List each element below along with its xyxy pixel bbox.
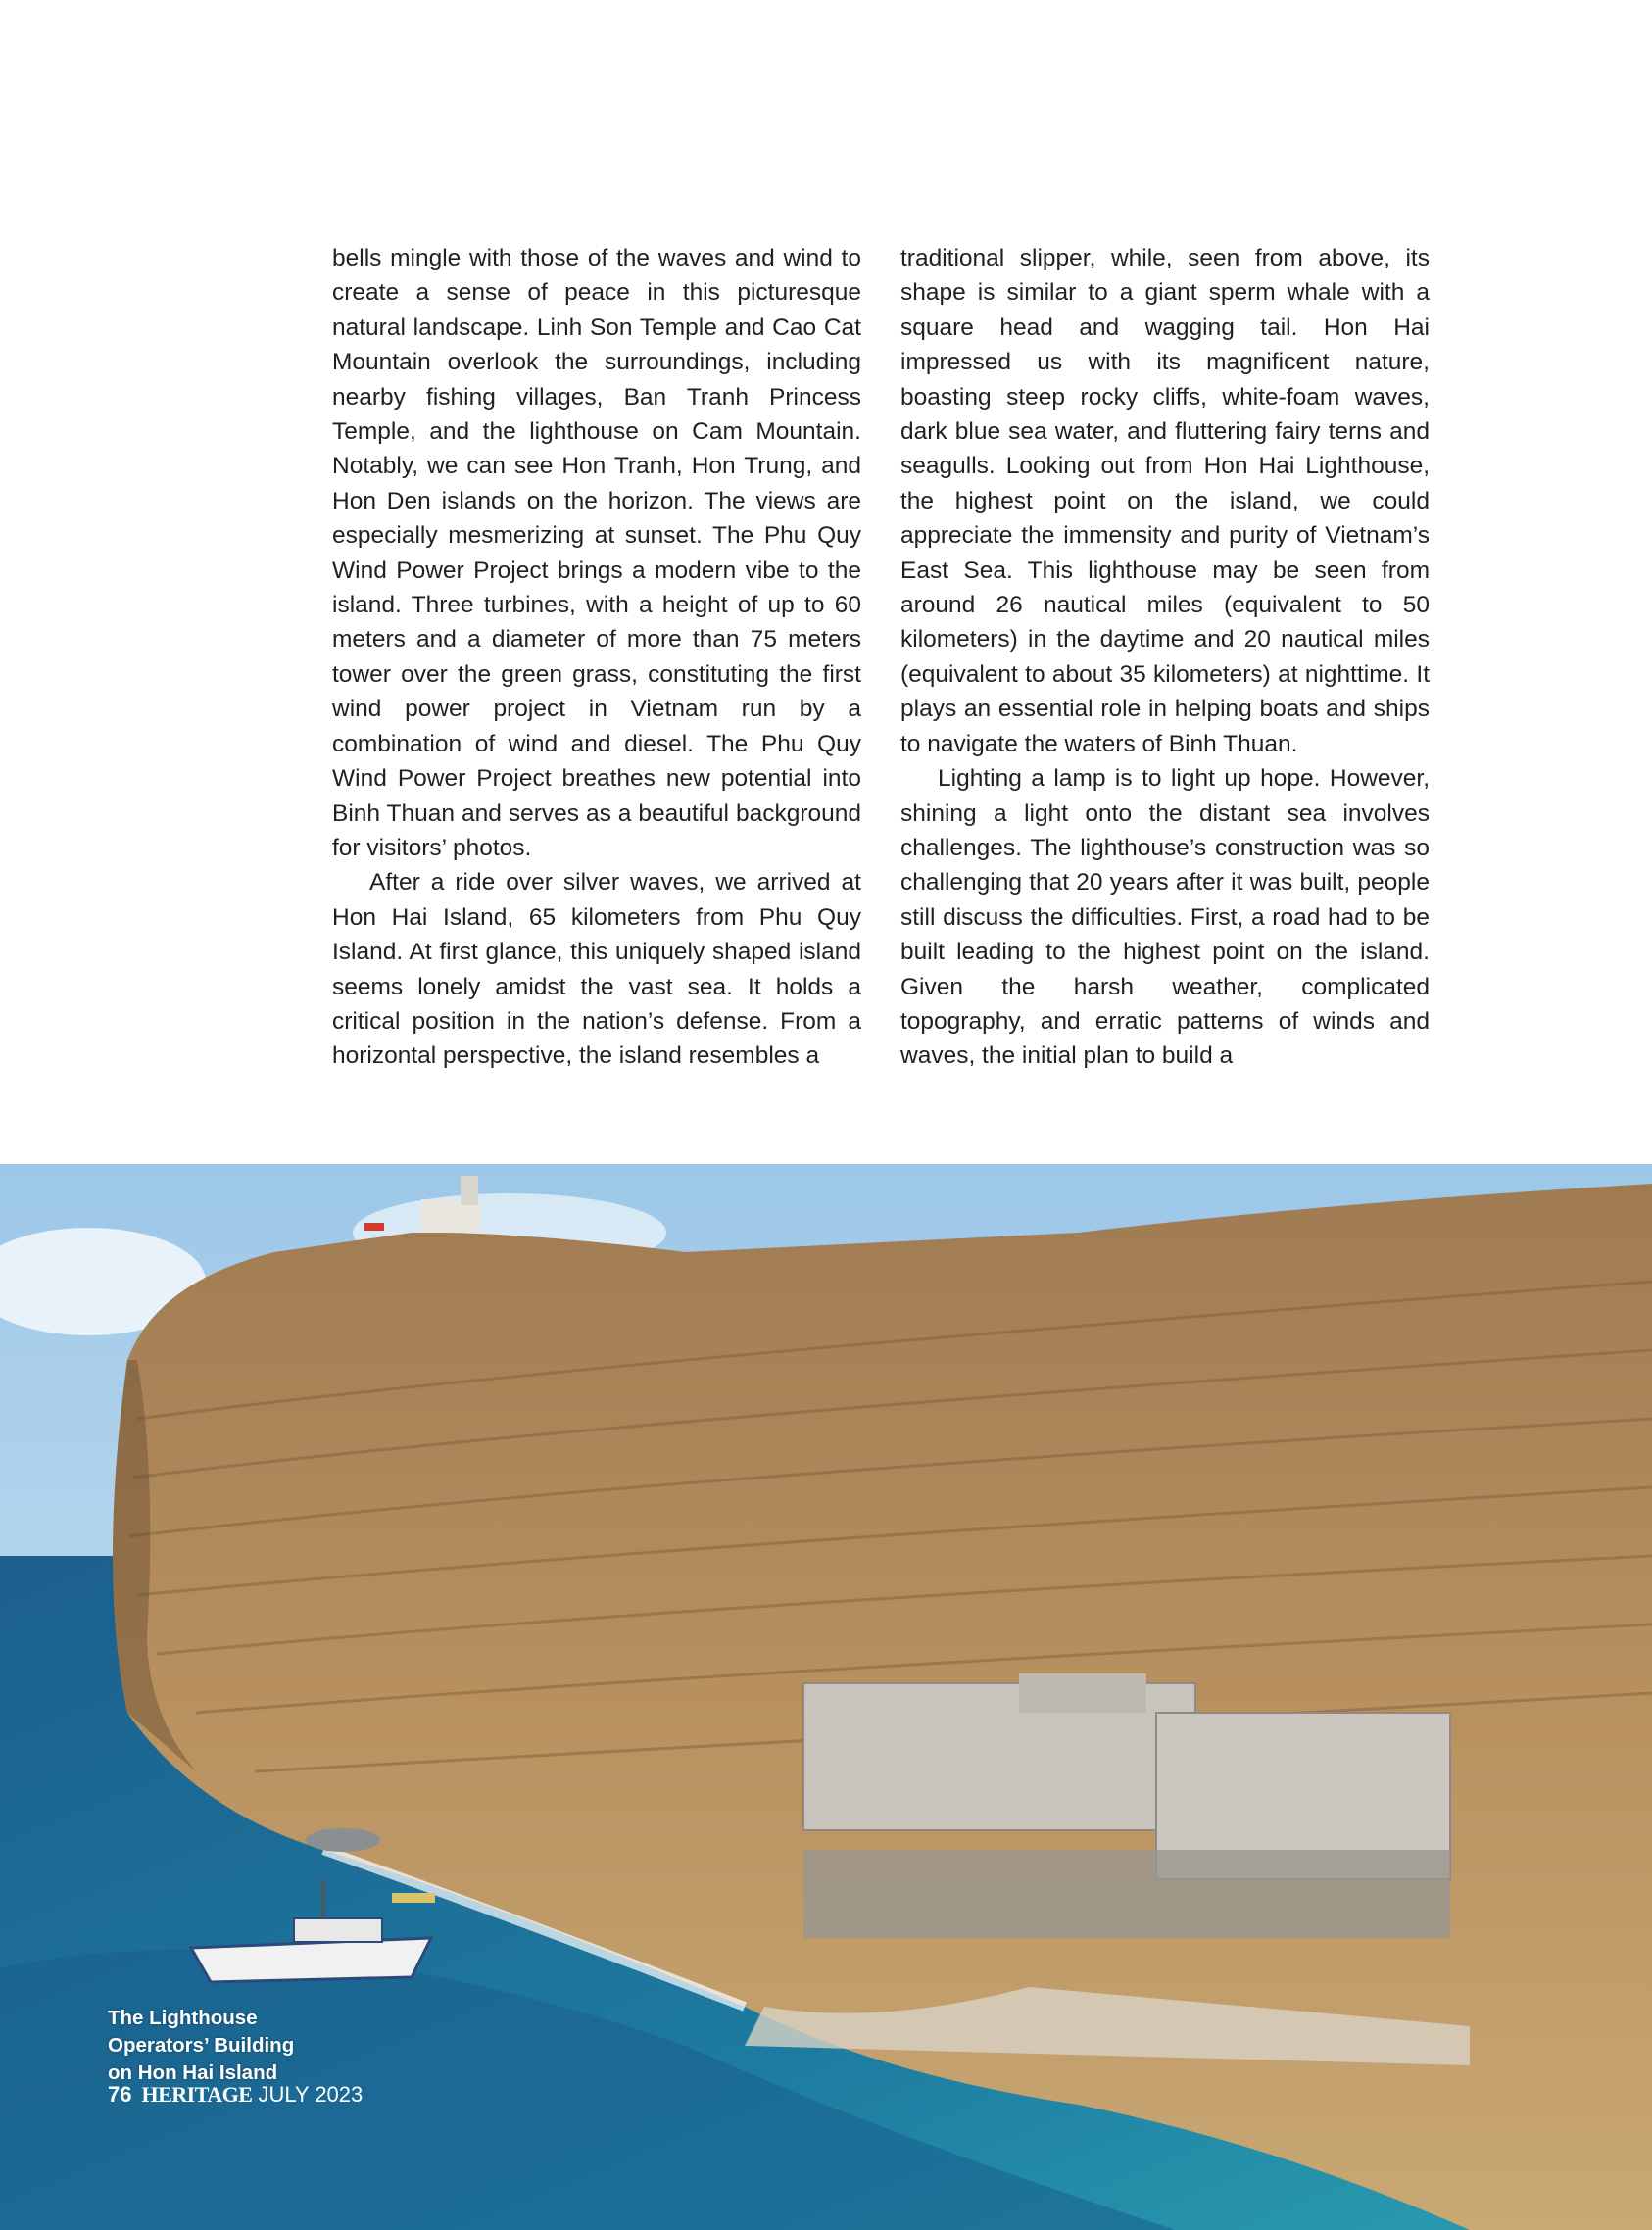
caption-line-2: Operators’ Building: [108, 2034, 295, 2057]
left-column: [332, 241, 861, 1074]
page-number: 76: [108, 2082, 132, 2107]
page-footer: [108, 2081, 363, 2109]
right-column: [900, 241, 1430, 1074]
photo-caption: [108, 2005, 294, 2087]
left-paragraph-1: bells mingle with those of the waves and wind to create a sense of peace in this picturesque natural landscape. Linh Son Temple and Cao Cat Mountain overlook the surroundings, including nearby fishing villages, Ban Tranh Princess Temple, and the lighthouse on Cam Mountain. Notably, we can see Hon Tranh, Hon Trung, and Hon Den islands on the horizon. The views are especially mesmerizing at sunset. The Phu Quy Wind Power Project brings a modern vibe to the island. Three turbines, with a height of up to 60 meters and a diameter of more than 75 meters tower over the green grass, constituting the first wind power project in Vietnam run by a combination of wind and diesel. The Phu Quy Wind Power Project breathes new potential into Binh Thuan and serves as a beautiful background for visitors’ photos.: [332, 245, 861, 861]
right-paragraph-1: traditional slipper, while, seen from above, its shape is similar to a giant sperm whale with a square head and wagging tail. Hon Hai impressed us with its magnificent nature, boasting steep rocky cliffs, white-foam waves, dark blue sea water, and fluttering fairy terns and seagulls. Looking out from Hon Hai Lighthouse, the highest point on the island, we could appreciate the immensity and purity of Vietnam’s East Sea. This lighthouse may be seen from around 26 nautical miles (equivalent to 50 kilometers) in the daytime and 20 nautical miles (equivalent to about 35 kilometers) at nighttime. It plays an essential role in helping boats and ships to navigate the waters of Binh Thuan.: [900, 245, 1430, 757]
left-paragraph-2: After a ride over silver waves, we arrived at Hon Hai Island, 65 kilometers from Phu Quy Island. At first glance, this uniquely shaped island seems lonely amidst the vast sea. It holds a critical position in the nation’s defense. From a horizontal perspective, the island resembles a: [332, 869, 861, 1070]
article-body: [332, 241, 1430, 1074]
issue-date: JULY 2023: [258, 2082, 364, 2107]
right-paragraph-2: Lighting a lamp is to light up hope. However, shining a light onto the distant sea involves challenges. The lighthouse’s construction was so challenging that 20 years after it was built, people still discuss the difficulties. First, a road had to be built leading to the highest point on the island. Given the harsh weather, complicated topography, and erratic patterns of winds and waves, the initial plan to build a: [900, 765, 1430, 1070]
magazine-name: HERITAGE: [141, 2082, 253, 2107]
caption-line-3: on Hon Hai Island: [108, 2061, 278, 2084]
caption-line-1: The Lighthouse: [108, 2007, 258, 2029]
